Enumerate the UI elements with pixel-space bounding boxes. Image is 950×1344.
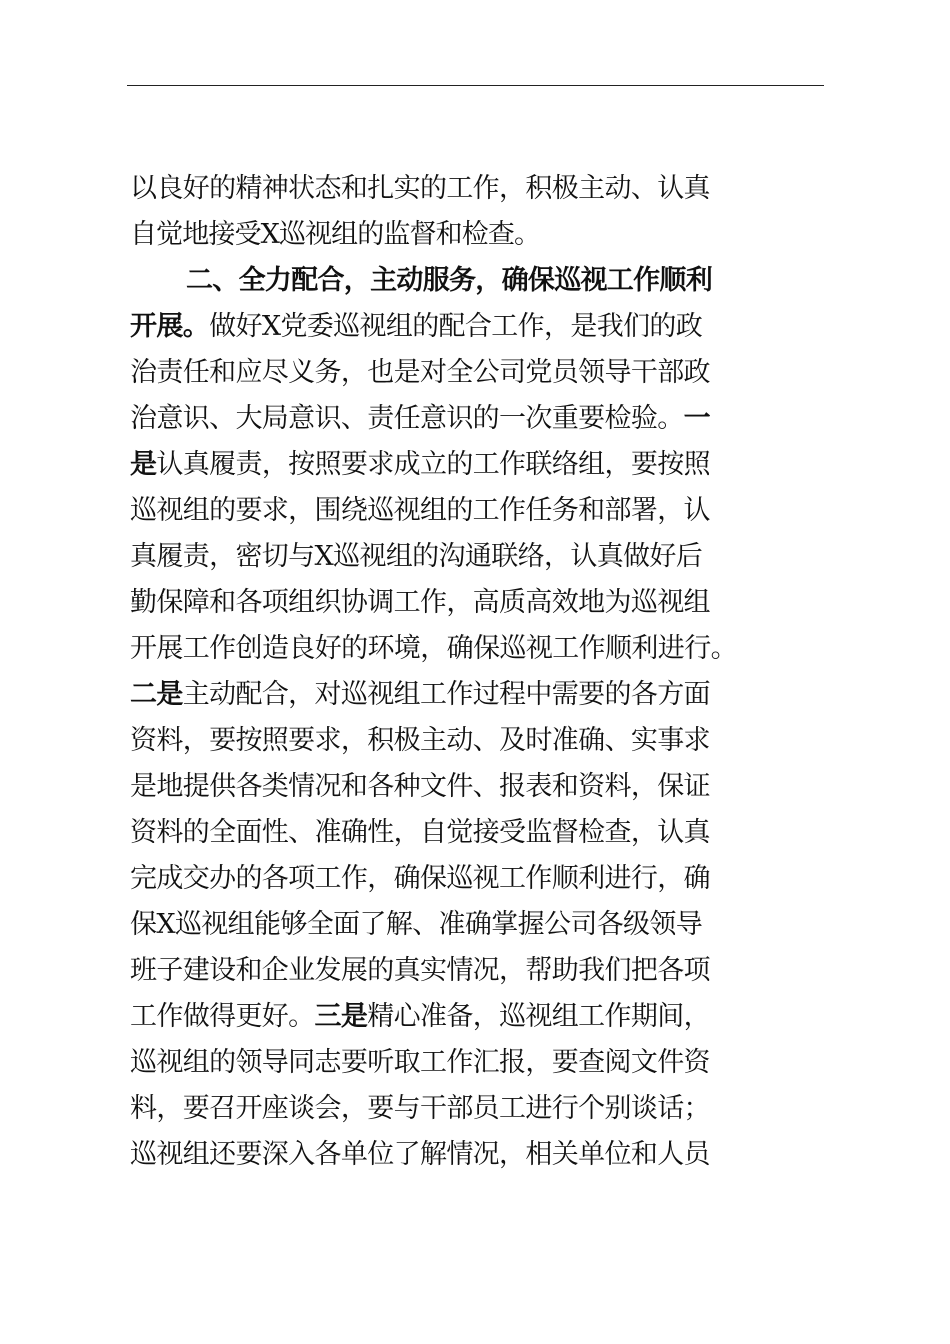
text-run: 是地提供各类情况和各种文件、报表和资料，保证 [130,771,710,802]
text-run: 认真履责，按照要求成立的工作联络组，要按照 [156,449,710,480]
bold-text-run: 是 [130,449,157,480]
text-run: 主动配合，对巡视组工作过程中需要的各方面 [182,679,710,710]
text-line [130,994,830,1040]
text-run: 保X巡视组能够全面了解、准确掌握公司各级领导 [130,909,703,940]
text-line [130,810,830,856]
text-run: 自觉地接受X巡视组的监督和检查。 [130,219,541,250]
text-run: 料，要召开座谈会，要与干部员工进行个别谈话； [130,1093,710,1124]
text-line [130,166,830,212]
text-run: 巡视组的领导同志要听取工作汇报，要查阅文件资 [130,1047,710,1078]
text-line [130,626,830,672]
text-run: 真履责，密切与X巡视组的沟通联络，认真做好后 [130,541,703,572]
text-line [130,948,830,994]
text-line [130,442,830,488]
bold-text-run: 二是 [130,679,183,710]
text-line [130,718,830,764]
text-run: 治意识、大局意识、责任意识的一次重要检验。 [130,403,684,434]
text-line [130,1040,830,1086]
bold-text-run: 一 [683,403,710,434]
document-body [130,166,830,1178]
text-line [130,258,830,304]
text-run: 治责任和应尽义务，也是对全公司党员领导干部政 [130,357,710,388]
text-run: 巡视组还要深入各单位了解情况，相关单位和人员 [130,1139,710,1170]
text-run: 勤保障和各项组织协调工作，高质高效地为巡视组 [130,587,710,618]
text-line [130,672,830,718]
text-line [130,1086,830,1132]
bold-text-run: 三是 [314,1001,368,1032]
text-line [130,580,830,626]
text-line [130,396,830,442]
text-line [130,212,830,258]
text-line [130,856,830,902]
text-run: 以良好的精神状态和扎实的工作，积极主动、认真 [130,173,710,204]
text-run: 资料的全面性、准确性，自觉接受监督检查，认真 [130,817,710,848]
text-line [130,488,830,534]
text-line [130,304,830,350]
text-run: 资料，要按照要求，积极主动、及时准确、实事求 [130,725,710,756]
bold-text-run: 开展。 [130,311,210,342]
text-line [130,764,830,810]
text-run: 精心准备，巡视组工作期间， [367,1001,710,1032]
text-run: 工作做得更好。 [130,1001,315,1032]
text-run: 巡视组的要求，围绕巡视组的工作任务和部署，认 [130,495,710,526]
text-line [130,534,830,580]
text-line [130,902,830,948]
header-rule [127,85,824,86]
text-line [130,350,830,396]
text-run: 班子建设和企业发展的真实情况，帮助我们把各项 [130,955,710,986]
text-line [130,1132,830,1178]
bold-text-run: 二、全力配合，主动服务，确保巡视工作顺利 [186,265,712,296]
text-run: 开展工作创造良好的环境，确保巡视工作顺利进行。 [130,633,737,664]
text-run: 做好X党委巡视组的配合工作，是我们的政 [209,311,703,342]
text-run: 完成交办的各项工作，确保巡视工作顺利进行，确 [130,863,710,894]
